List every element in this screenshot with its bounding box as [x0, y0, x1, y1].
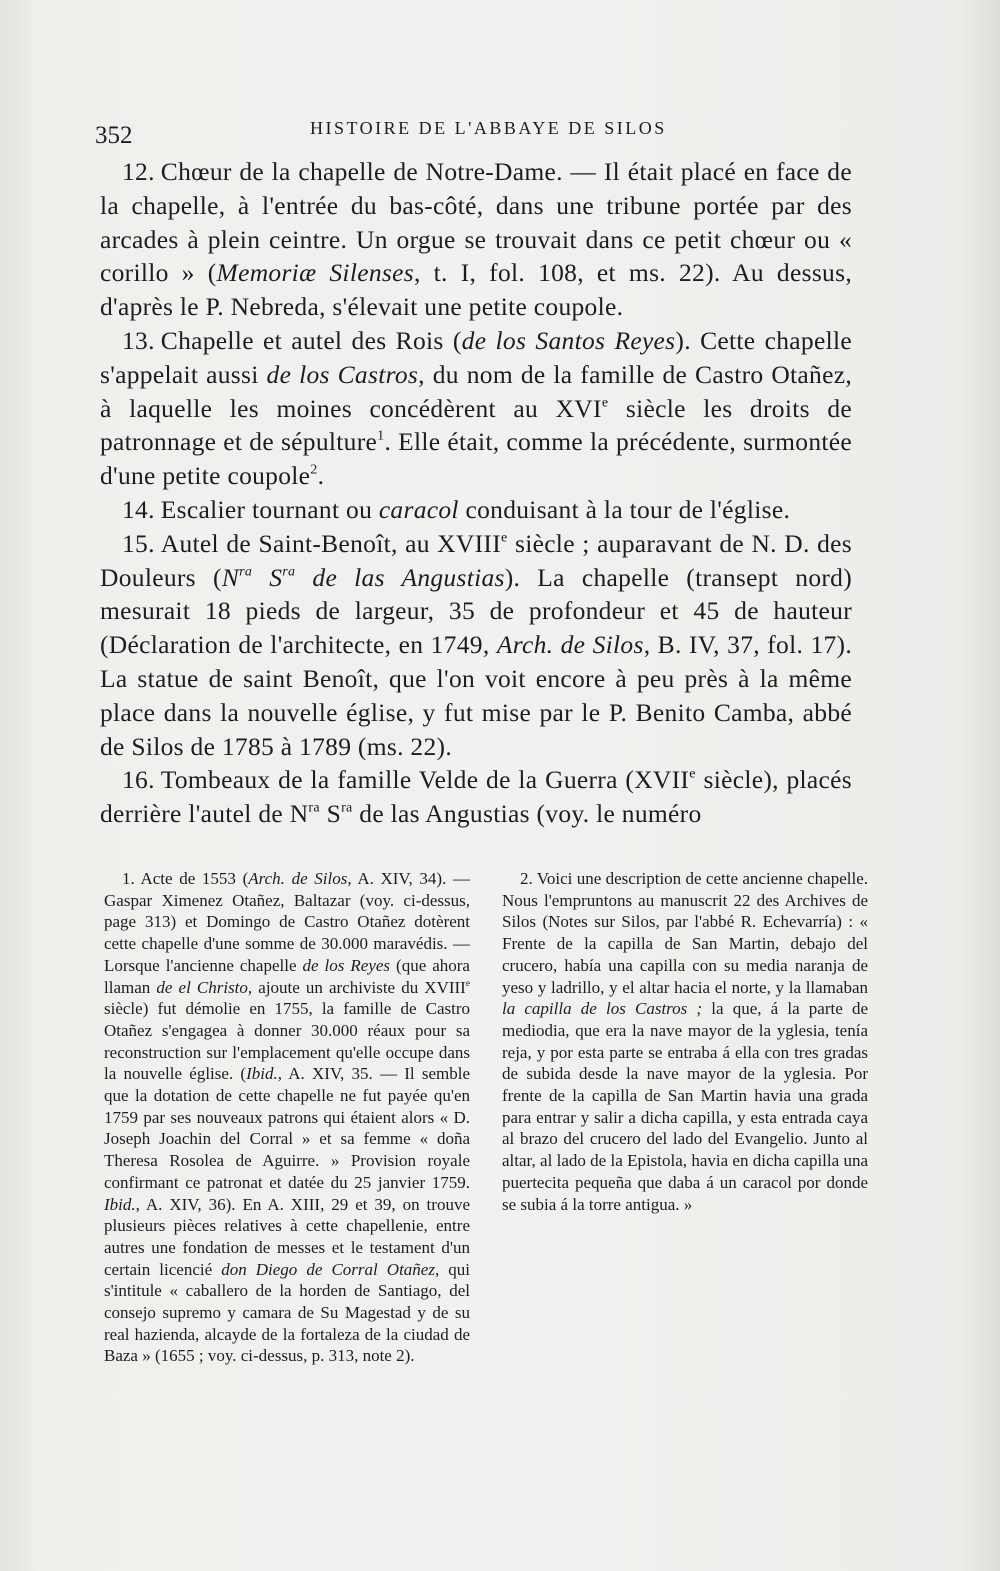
italic-text: caracol — [378, 494, 459, 524]
footnote-1 — [104, 868, 470, 1367]
entry-text: , t. I, fol. 108, et ms. 22). Au dessus, d'après le P. Nebreda, s'élevait une petite coupole. — [100, 258, 852, 322]
entry-text: — Il était placé en face de la chapelle, à l'entrée du bas-côté, dans une tribune portée par des arcades à plein ceintre. Un orgue se trouvait dans ce petit chœur ou « corillo » ( — [100, 157, 852, 288]
entry-text: ). La chapelle (transept nord) mesurait 18 pieds de largeur, 35 de profondeur et 45 de hauteur (Déclaration de l'architecte, en 1749, — [100, 562, 853, 660]
footnote-text: , ajoute un archiviste du XVIII — [247, 977, 466, 997]
footnote-text: , A. XIV, 34). — Gaspar Ximenez Otañez, Baltazar (voy. ci-dessus, page 313) et Domingo de Castro Otañez dotèrent cette chapelle d'une somme de 30.000 maravédis. — Lorsque l'ancienne chapelle — [104, 869, 470, 975]
entry-14 — [100, 493, 852, 527]
footnote-ref: 2 — [310, 462, 318, 478]
running-title: HISTOIRE DE L'ABBAYE DE SILOS — [310, 118, 667, 138]
entry-title-italic: de los Santos Reyes — [461, 325, 676, 355]
entry-text: ). Cette chapelle s'appelait aussi — [100, 325, 852, 389]
superscript: ra — [341, 800, 353, 816]
entry-text: Escalier tournant ou — [160, 494, 379, 524]
footnote-ref: 1 — [377, 428, 385, 444]
footnote-text: , qui s'intitule « caballero de la horden de Santiago, del consejo supremo y camara de Su Magestad y de su real hazienda, alcayde de la fortaleza de la ciudad de Baza » (1655 ; voy. ci-dessus, p. 313, note 2). — [104, 1259, 470, 1366]
footnote-text: 1. Acte de 1553 ( — [122, 869, 249, 888]
entry-number: 12. — [122, 157, 155, 186]
entry-text: S — [319, 799, 342, 829]
page-number: 352 — [95, 122, 133, 149]
page-header — [95, 108, 865, 148]
entry-number: 15. — [122, 528, 155, 558]
entry-text: Tombeaux de la famille Velde de la Guerra (XVII — [160, 765, 690, 795]
entry-text: Autel de Saint-Benoît, au XVIII — [160, 528, 501, 558]
citation: Memoriæ Silenses — [216, 258, 414, 288]
footnote-text: la que, á la parte de mediodia, que era la nave mayor de la yglesia, tenía reja, y por esta parte se entraba á ella con tres gradas de subida desde la nave mayor de la yglesia. Por frente de la capilla de San Martin havia una grada para entrar y salir a dicha capilla, y esta entrada caya al brazo del crucero del lado del Evangelio. Junto al altar, al lado de la Epistola, havia en dicha capilla una puertecita pequeña que daba á un caracol por donde se subia á la torre antigua. » — [502, 999, 868, 1214]
superscript: e — [465, 978, 470, 989]
italic-text: N — [221, 562, 240, 592]
footnote-text: 2. Voici une description de cette ancienne chapelle. Nous l'empruntons au manuscrit 22 des Archives de Silos (Notes sur Silos, par l'abbé R. Echevarría) : « Frente de la capilla de San Martin, debajo del crucero, había una capilla con su media naranja de yeso y ladrillo, y el altar hacia el norte, y la llamaban — [502, 869, 868, 997]
footnote-text: (que ahora llaman — [104, 955, 470, 997]
entry-text: siècle), placés derrière l'autel de N — [100, 765, 852, 829]
entry-title: Chapelle et autel des Rois ( — [160, 325, 462, 355]
italic-text: S — [252, 562, 283, 592]
superscript: e — [501, 530, 508, 546]
superscript: ra — [239, 564, 253, 580]
superscript: e — [601, 395, 609, 411]
entry-12 — [100, 155, 852, 324]
italic-text: de los Castros — [266, 359, 419, 389]
entry-number: 14. — [122, 494, 155, 524]
footnote-text: siècle) fut démolie en 1755, la famille de Castro Otañez s'engagea à donner 30.000 réaux pour sa reconstruction sur l'emplacement qu'elle occupe dans la nouvelle église. ( — [104, 999, 470, 1084]
entry-text: siècle ; auparavant de N. D. des Douleurs ( — [100, 528, 852, 592]
main-text — [100, 155, 852, 831]
superscript: e — [689, 766, 696, 782]
italic-text: de las Angustias — [295, 562, 505, 592]
italic-text: Arch. de Silos — [496, 630, 644, 660]
entry-text: conduisant à la tour de l'église. — [458, 494, 791, 524]
footnote-text: , A. XIV, 36). En A. XIII, 29 et 39, on trouve plusieurs pièces relatives à cette chapellenie, entre autres une fondation de messes et le testament d'un certain licencié — [104, 1194, 470, 1279]
entry-text: . Elle était, comme la précédente, surmontée d'une petite coupole — [100, 427, 852, 491]
entry-text: siècle les droits de patronnage et de sépulture — [100, 393, 852, 457]
entry-16 — [100, 763, 852, 831]
entry-number: 13. — [122, 325, 155, 355]
footnote-column-right — [502, 868, 868, 1215]
entry-text: de las Angustias (voy. le numéro — [352, 799, 702, 829]
entry-text: , B. IV, 37, fol. 17). La statue de saint Benoît, que l'on voit encore à peu près à la même place dans la nouvelle église, y fut mise par le P. Benito Camba, abbé de Silos de 1785 à 1789 (ms. 22). — [100, 630, 853, 761]
superscript: ra — [282, 564, 296, 580]
footnotes — [104, 868, 868, 1428]
italic-text: la capilla de los Castros ; — [502, 999, 703, 1019]
italic-text: Arch. de Silos — [248, 869, 348, 888]
superscript: ra — [308, 800, 320, 816]
entry-text: . — [317, 461, 325, 491]
footnote-text: , A. XIV, 35. — Il semble que la dotation de cette chapelle ne fut payée qu'en 1759 par ses nouveaux patrons qui étaient alors « D. Joseph Joachin del Corral » et sa femme « doña Theresa Rosolea de Aguirre. » Provision royale confirmant ce patronat et datée du 25 janvier 1759. — [104, 1064, 470, 1192]
italic-text: de los Reyes — [302, 955, 391, 975]
italic-text: don Diego de Corral Otañez — [221, 1259, 435, 1279]
entry-number: 16. — [122, 765, 155, 795]
entry-text: , du nom de la famille de Castro Otañez, à laquelle les moines concédèrent au XVI — [100, 359, 853, 423]
entry-title: Chœur de la chapelle de Notre-Dame. — [160, 157, 563, 186]
italic-text: Ibid. — [246, 1064, 278, 1084]
italic-text: de el Christo — [156, 977, 248, 997]
entry-15 — [100, 527, 852, 764]
footnote-2 — [502, 868, 868, 1215]
italic-text: Ibid. — [104, 1194, 136, 1214]
footnote-column-left — [104, 868, 470, 1367]
entry-13 — [100, 324, 852, 493]
